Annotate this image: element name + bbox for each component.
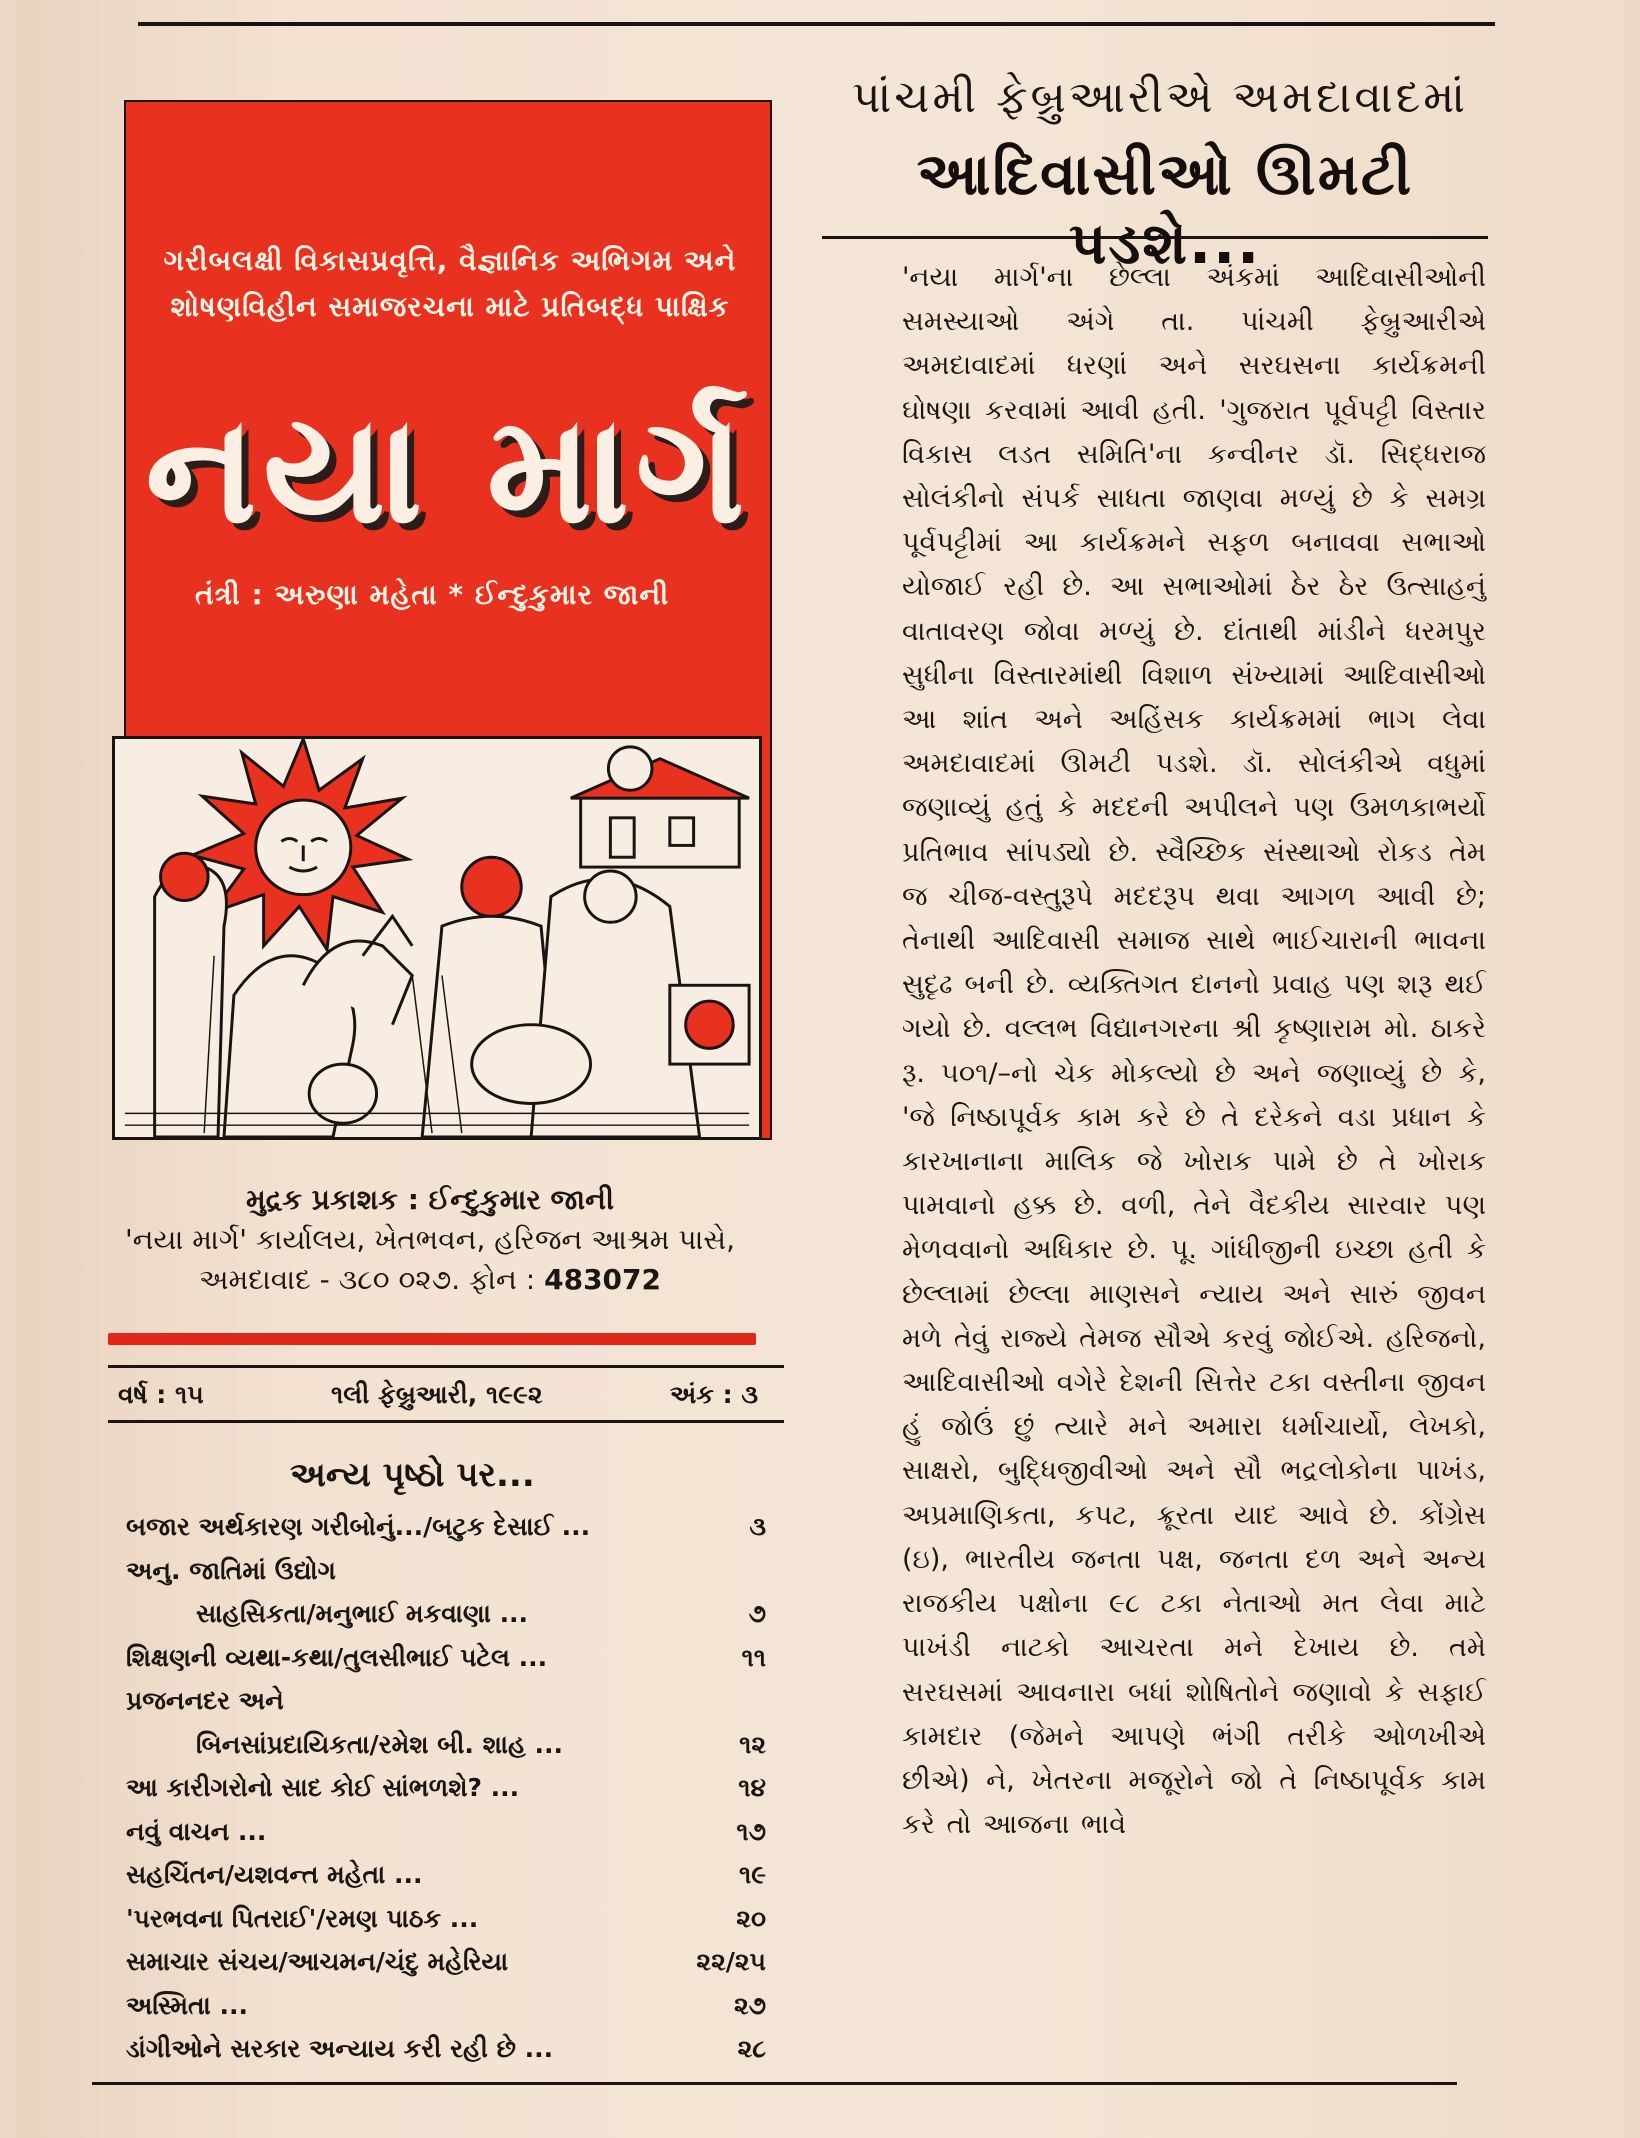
issue-top-rule (108, 1365, 784, 1368)
red-divider (108, 1333, 756, 1345)
publisher-address-city: અમદાવાદ - ૩૮૦ ૦૨૭. ફોન : (198, 1263, 536, 1296)
toc-item-title: બિનસાંપ્રદાયિકતા/રમેશ બી. શાહ ... (196, 1729, 564, 1759)
top-rule (138, 22, 1495, 26)
village-houses (571, 747, 749, 867)
toc-item-page: ૧૨ (739, 1729, 766, 1759)
article-body (822, 256, 1486, 1847)
cover-tagline (140, 238, 760, 330)
toc-item[interactable] (126, 1853, 766, 1897)
toc-item-page: ૭ (748, 1599, 766, 1628)
cover-illustration (112, 736, 762, 1140)
issue-date: ૧લી ફેબ્રુઆરી, ૧૯૯૨ (331, 1380, 543, 1409)
toc-item[interactable] (126, 1810, 766, 1854)
illustration-drawing (115, 739, 759, 1137)
toc-item-title: આ કારીગરોનો સાદ કોઈ સાંભળશે? ... (126, 1773, 520, 1802)
issue-info (118, 1380, 758, 1410)
issue-number: અંક : ૩ (669, 1380, 758, 1409)
toc-item-title: સમાચાર સંચય/આચમન/ચંદુ મહેરિયા (126, 1947, 509, 1976)
toc-item[interactable] (126, 1766, 766, 1810)
issue-volume: વર્ષ : ૧૫ (118, 1380, 204, 1409)
toc-item-title: નવું વાચન ... (126, 1816, 267, 1846)
toc-item-title: અનુ. જાતિમાં ઉદ્યોગ (126, 1555, 336, 1585)
toc-heading: અન્ય પૃષ્ઠો પર... (290, 1455, 535, 1495)
toc-item[interactable] (126, 1940, 766, 1984)
toc-item-page: ૧૪ (738, 1773, 766, 1802)
toc-item-page: ૩ (749, 1512, 766, 1541)
toc-item-title: 'પરભવના પિતરાઈ'/રમણ પાઠક ... (126, 1903, 479, 1933)
toc-item[interactable] (126, 1505, 766, 1549)
toc-item-title: બજાર અર્થકારણ ગરીબોનું.../બટુક દેસાઈ ... (126, 1512, 591, 1541)
toc-item[interactable] (126, 1897, 766, 1941)
article-text: 'નયા માર્ગ'ના છેલ્લા અંકમાં આદિવાસીઓની સમસ્યાઓ અંગે તા. પાંચમી ફેબ્રુઆરીએ અમદાવાદમાં ધરણાં અને સરઘસના કાર્યક્રમની ઘોષણા કરવામાં આવી હતી. 'ગુજરાત પૂર્વપટ્ટી વિસ્તાર વિકાસ લડત સમિતિ'ના કન્વીનર ડૉ. સિદ્ધરાજ સોલંકીનો સંપર્ક સાધતા જાણવા મળ્યું છે કે સમગ્ર પૂર્વપટ્ટીમાં આ કાર્યક્રમને સફળ બનાવવા સભાઓ યોજાઈ રહી છે. આ સભાઓમાં ઠેર ઠેર ઉત્સાહનું વાતાવરણ જોવા મળ્યું છે. દાંતાથી માંડીને ધરમપુર સુધીના વિસ્તારમાંથી વિશાળ સંખ્યામાં આદિવાસીઓ આ શાંત અને અહિંસક કાર્યક્રમમાં ભાગ લેવા અમદાવાદમાં ઊમટી પડશે. ડૉ. સોલંકીએ વધુમાં જણાવ્યું હતું કે મદદની અપીલને પણ ઉમળકાભર્યો પ્રતિભાવ સાંપડ્યો છે. સ્વૈચ્છિક સંસ્થાઓ રોકડ તેમ જ ચીજ-વસ્તુરૂપે મદદરૂપ થવા આગળ આવી છે; તેનાથી આદિવાસી સમાજ સાથે ભાઈચારાની ભાવના સુદૃઢ બની છે. વ્યક્તિગત દાનનો પ્રવાહ પણ શરૂ થઈ ગયો છે. વલ્લભ વિદ્યાનગરના શ્રી કૃષ્ણારામ મો. ઠાકરે રૂ. ૫૦૧/–નો ચેક મોકલ્યો છે અને જણાવ્યું છે કે, 'જે નિષ્ઠાપૂર્વક કામ કરે છે તે દરેકને વડા પ્રધાન કે કારખાનાના માલિક જે ખોરાક પામે છે તે ખોરાક પામવાનો હક્ક છે. વળી, તેને વૈદકીય સારવાર પણ મેળવવાનો અધિકાર છે. પૂ. ગાંધીજીની ઇચ્છા હતી કે છેલ્લામાં છેલ્લા માણસને ન્યાય અને સારું જીવન મળે તેવું રાજ્યે તેમજ સૌએ કરવું જોઈએ. હરિજનો, આદિવાસીઓ વગેરે દેશની સિત્તેર ટકા વસ્તીના જીવન હું જોઉં છું ત્યારે મને અમારા ધર્માચાર્યો, લેખકો, સાક્ષરો, બુદ્ધિજીવીઓ અને સૌ ભદ્રલોકોના પાખંડ, અપ્રમાણિકતા, કપટ, ક્રૂરતા યાદ આવે છે. કોંગ્રેસ (ઇ), ભારતીય જનતા પક્ષ, જનતા દળ અને અન્ય રાજકીય પક્ષોના ૯૮ ટકા નેતાઓ મત લેવા માટે પાખંડી નાટકો આચરતા મને દેખાય છે. તમે સરઘસમાં આવનારા બધાં શોષિતોને જણાવો કે સફાઈ કામદાર (જેમને આપણે ભંગી તરીકે ઓળખીએ છીએ) ને, ખેતરના મજૂરોને જો તે નિષ્ઠાપૂર્વક કામ કરે તો આજના ભાવે (902, 262, 1486, 1841)
toc-item-page: ૨૦ (736, 1903, 766, 1933)
toc-item[interactable] (126, 1592, 766, 1636)
toc-item[interactable] (126, 1984, 766, 2028)
cover-tagline-line-2: શોષણવિહીન સમાજરચના માટે પ્રતિબદ્ધ પાક્ષિક (170, 290, 730, 323)
toc-item-title: શિક્ષણની વ્યથા-કથા/તુલસીભાઈ પટેલ ... (126, 1642, 548, 1672)
masthead-title: નયા માર્ગ (145, 383, 751, 557)
toc-item[interactable] (126, 2027, 766, 2071)
publisher-block (110, 1180, 750, 1300)
issue-bottom-rule (108, 1420, 784, 1423)
toc-item[interactable] (126, 1549, 766, 1593)
toc-item[interactable] (126, 1723, 766, 1767)
editors-line: તંત્રી : અરુણા મહેતા * ઈન્દુકુમાર જાની (195, 578, 670, 611)
toc-item-title: ડાંગીઓને સરકાર અન્યાય કરી રહી છે ... (126, 2034, 554, 2063)
publisher-line-3 (110, 1260, 750, 1300)
toc-item-title: સહચિંતન/યશવન્ત મહેતા ... (126, 1860, 423, 1889)
bottom-rule (92, 2082, 1457, 2085)
cover-tagline-line-1: ગરીબલક્ષી વિકાસપ્રવૃત્તિ, વૈજ્ઞાનિક અભિગમ અને (163, 244, 737, 277)
table-of-contents (126, 1505, 766, 2071)
toc-item[interactable] (126, 1636, 766, 1680)
headline-kicker: પાંચમી ફેબ્રુઆરીએ અમદાવાદમાં (851, 72, 1469, 123)
toc-item-page: ૨૮ (737, 2034, 766, 2063)
toc-item-title: પ્રજનનદર અને (126, 1686, 284, 1715)
publisher-line-2: 'નયા માર્ગ' કાર્યાલય, ખેતભવન, હરિજન આશ્રમ પાસે, (124, 1223, 735, 1256)
toc-item-page: ૧૭ (736, 1816, 766, 1846)
toc-item[interactable] (126, 1679, 766, 1723)
toc-item-page: ૨૨/૨૫ (696, 1947, 766, 1976)
toc-item-title: સાહસિકતા/મનુભાઈ મકવાણા ... (196, 1599, 529, 1628)
toc-item-title: અસ્મિતા ... (126, 1990, 248, 2020)
toc-item-page: ૧૯ (738, 1860, 766, 1889)
headline: આદિવાસીઓ ઊમટી પડશે... (916, 140, 1414, 277)
toc-item-page: ૧૧ (741, 1642, 766, 1672)
publisher-line-1: મુદ્રક પ્રકાશક : ઈન્દુકુમાર જાની (245, 1183, 615, 1216)
phone-number: 483072 (544, 1263, 662, 1296)
toc-item-page: ૨૭ (733, 1990, 766, 2020)
